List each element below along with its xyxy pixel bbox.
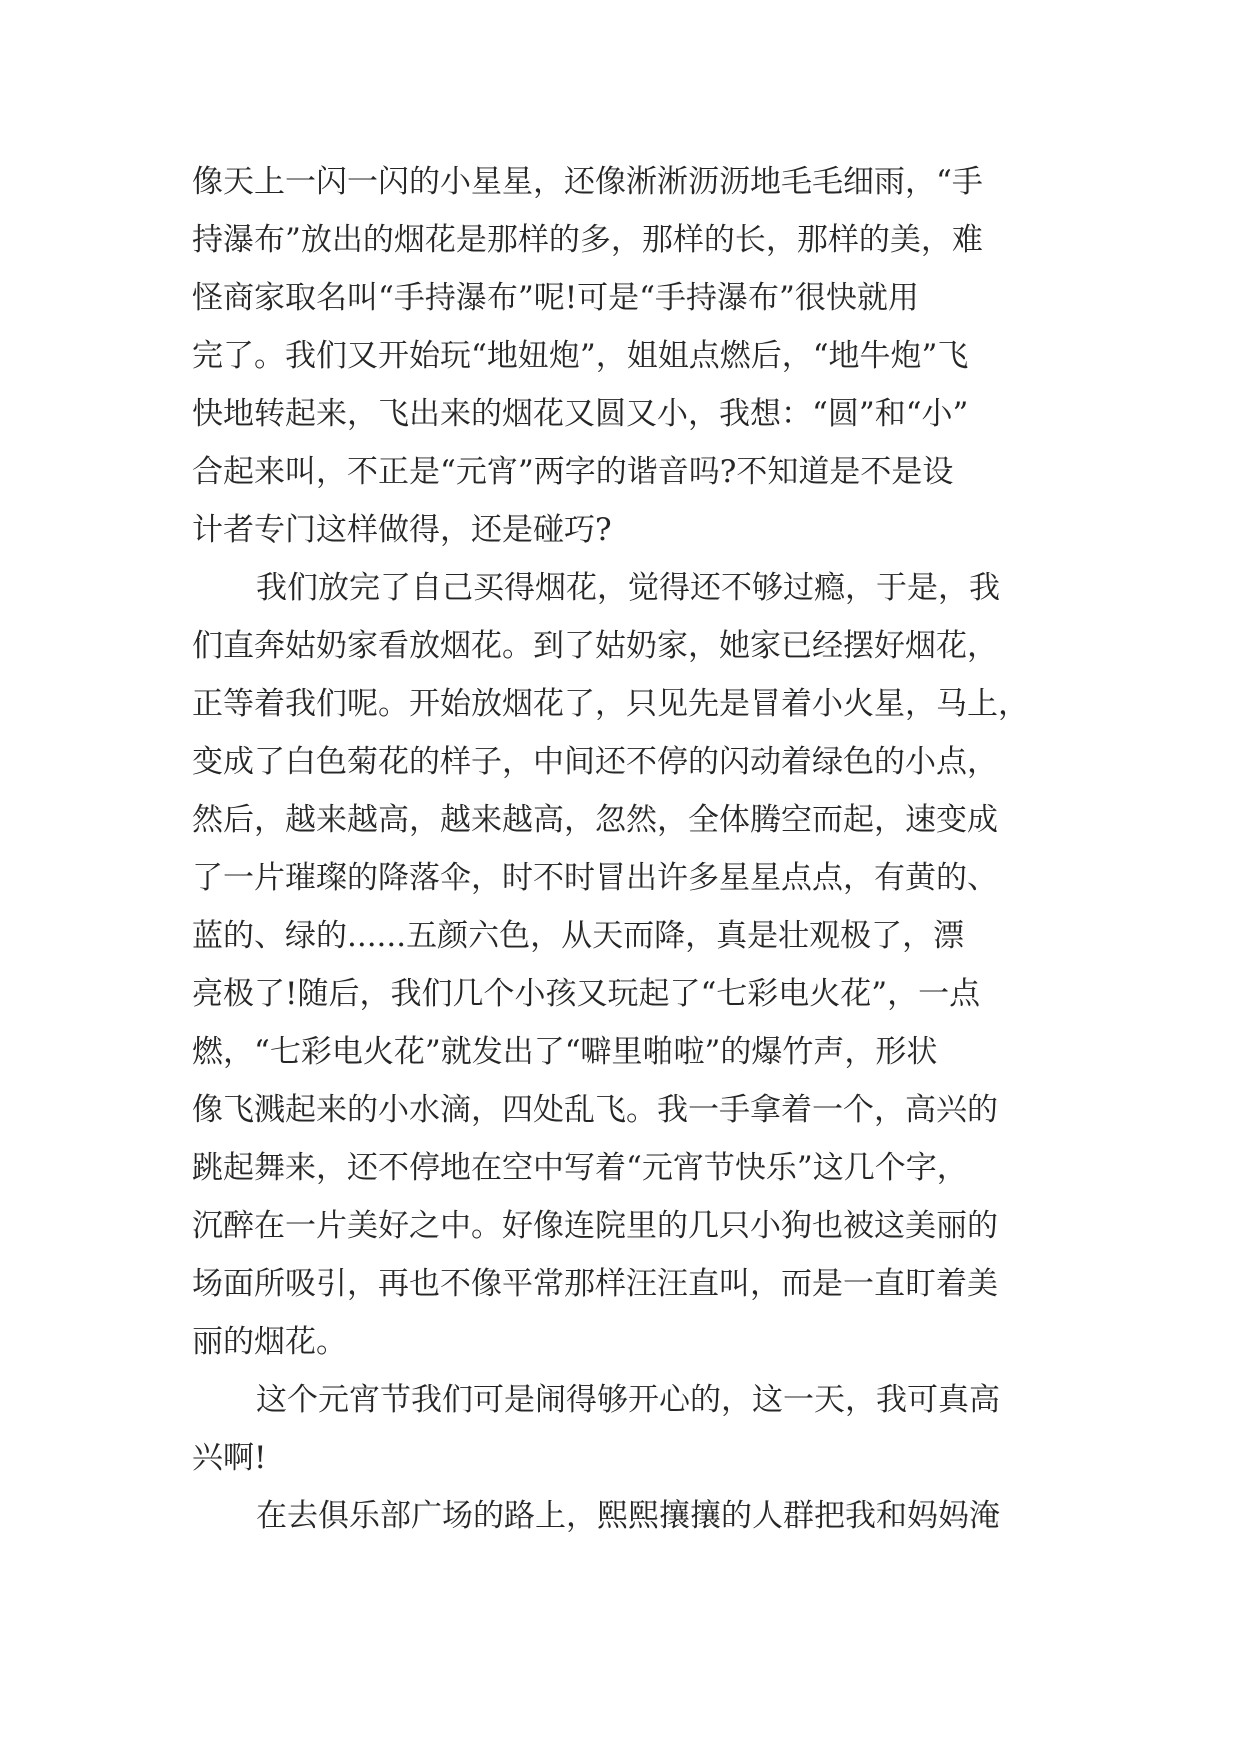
text-line: 像飞溅起来的小水滴，四处乱飞。我一手拿着一个，高兴的: [192, 1092, 998, 1128]
text-line: 亮极了!随后，我们几个小孩又玩起了“七彩电火花”，一点: [192, 976, 981, 1012]
text-line: 们直奔姑奶家看放烟花。到了姑奶家，她家已经摆好烟花，: [192, 628, 998, 664]
text-line: 在去俱乐部广场的路上，熙熙攘攘的人群把我和妈妈淹: [256, 1498, 1000, 1534]
text-line: 场面所吸引，再也不像平常那样汪汪直叫，而是一直盯着美: [192, 1266, 998, 1302]
text-line: 蓝的、绿的......五颜六色，从天而降，真是壮观极了，漂: [192, 918, 965, 954]
text-line: 了一片璀璨的降落伞，时不时冒出许多星星点点，有黄的、: [192, 860, 998, 896]
text-line: 怪商家取名叫“手持瀑布”呢!可是“手持瀑布”很快就用: [192, 280, 919, 316]
text-line: 燃，“七彩电火花”就发出了“噼里啪啦”的爆竹声，形状: [192, 1034, 938, 1070]
text-line: 沉醉在一片美好之中。好像连院里的几只小狗也被这美丽的: [192, 1208, 998, 1244]
text-line: 跳起舞来，还不停地在空中写着“元宵节快乐”这几个字，: [192, 1150, 968, 1186]
text-line: 持瀑布”放出的烟花是那样的多，那样的长，那样的美，难: [192, 222, 983, 258]
text-line: 变成了白色菊花的样子，中间还不停的闪动着绿色的小点，: [192, 744, 998, 780]
text-line: 这个元宵节我们可是闹得够开心的，这一天，我可真高: [256, 1382, 1000, 1418]
text-line: 丽的烟花。: [192, 1324, 347, 1360]
paragraph: [192, 1371, 1052, 1487]
text-line: 完了。我们又开始玩“地妞炮”，姐姐点燃后，“地牛炮”飞: [192, 338, 969, 374]
text-line: 正等着我们呢。开始放烟花了，只见先是冒着小火星，马上，: [192, 686, 1029, 722]
text-line: 然后，越来越高，越来越高，忽然，全体腾空而起，速变成: [192, 802, 998, 838]
text-line: 合起来叫，不正是“元宵”两字的谐音吗?不知道是不是设: [192, 454, 954, 490]
paragraph: [192, 1487, 1052, 1545]
paragraph: [192, 153, 1052, 559]
body-text: [192, 153, 1052, 1545]
text-line: 计者专门这样做得，还是碰巧?: [192, 512, 612, 548]
text-line: 快地转起来，飞出来的烟花又圆又小，我想：“圆”和“小”: [192, 396, 969, 432]
text-line: 像天上一闪一闪的小星星，还像淅淅沥沥地毛毛细雨，“手: [192, 164, 983, 200]
text-line: 我们放完了自己买得烟花，觉得还不够过瘾，于是，我: [256, 570, 1000, 606]
paragraph: [192, 559, 1052, 1371]
text-line: 兴啊!: [192, 1440, 267, 1476]
